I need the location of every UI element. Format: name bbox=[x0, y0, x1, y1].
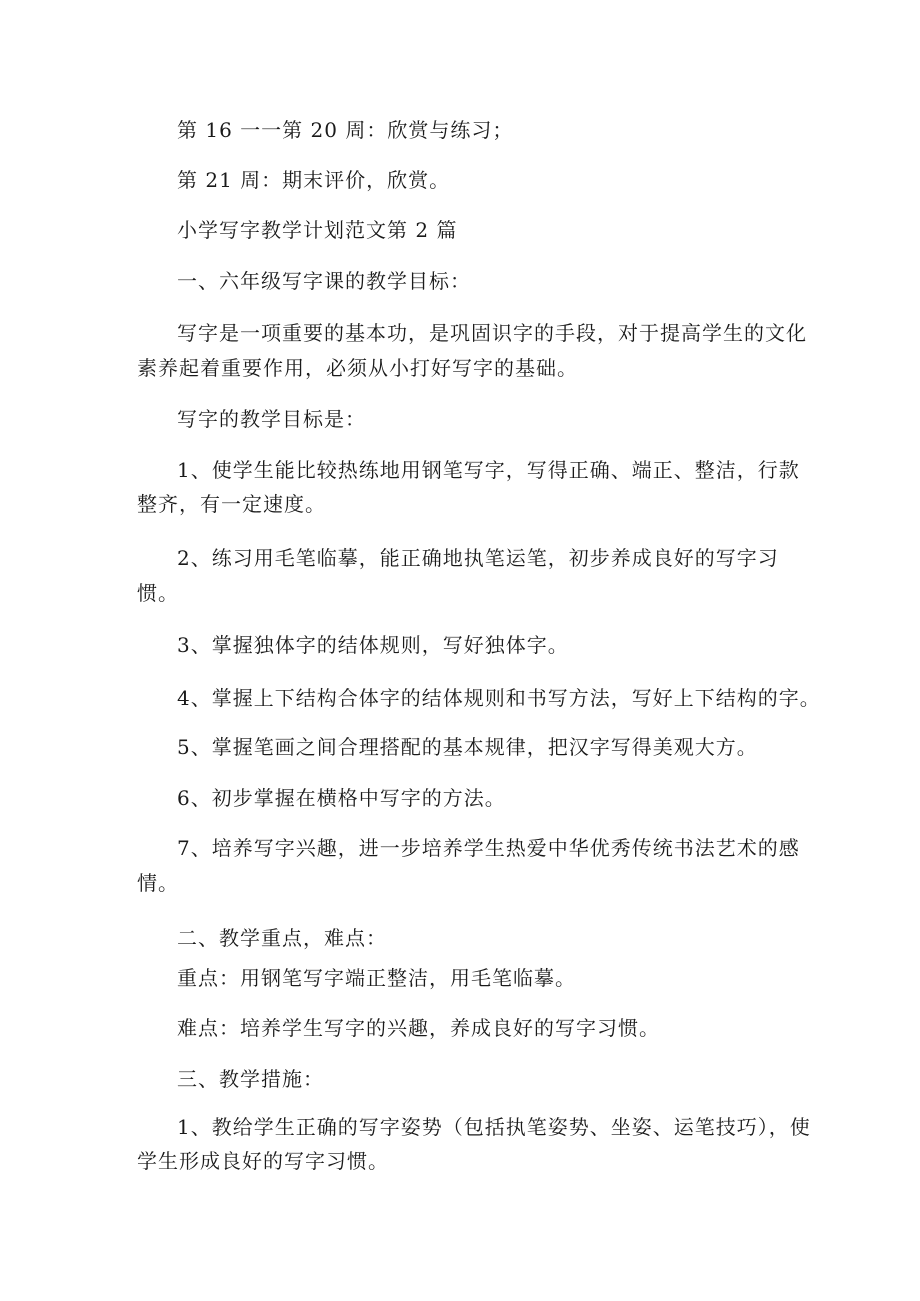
difficulty-line: 难点：培养学生写字的兴趣，养成良好的写字习惯。 bbox=[177, 1016, 660, 1040]
list-item-5: 5、掌握笔画之间合理搭配的基本规律，把汉字写得美观大方。 bbox=[177, 735, 758, 759]
heading-measures: 三、教学措施： bbox=[177, 1067, 324, 1091]
paragraph-line: 素养起着重要作用，必须从小打好写字的基础。 bbox=[137, 356, 578, 380]
list-item-4: 4、掌握上下结构合体字的结体规则和书写方法，写好上下结构的字。 bbox=[177, 686, 821, 710]
section-title: 小学写字教学计划范文第 2 篇 bbox=[177, 218, 458, 242]
list-item-1: 1、使学生能比较热练地用钢笔写字，写得正确、端正、整洁，行款 bbox=[177, 458, 800, 482]
text-line-week-21: 第 21 周：期末评价，欣赏。 bbox=[177, 168, 451, 192]
list-item-6: 6、初步掌握在横格中写字的方法。 bbox=[177, 786, 506, 810]
list-item-7: 7、培养写字兴趣，进一步培养学生热爱中华优秀传统书法艺术的感 bbox=[177, 836, 800, 860]
list-item-2: 2、练习用毛笔临摹，能正确地执笔运笔，初步养成良好的写字习 bbox=[177, 546, 779, 570]
list-item-3: 3、掌握独体字的结体规则，写好独体字。 bbox=[177, 633, 569, 657]
list-item-2-cont: 惯。 bbox=[137, 581, 179, 605]
list-item-1-cont: 整齐，有一定速度。 bbox=[137, 492, 326, 516]
measure-item-1-cont: 学生形成良好的写字习惯。 bbox=[137, 1149, 389, 1173]
measure-item-1: 1、教给学生正确的写字姿势（包括执笔姿势、坐姿、运笔技巧），使 bbox=[177, 1115, 811, 1139]
list-item-7-cont: 情。 bbox=[137, 871, 179, 895]
paragraph-line: 写字是一项重要的基本功，是巩固识字的手段，对于提高学生的文化 bbox=[177, 321, 807, 345]
paragraph-line: 写字的教学目标是： bbox=[177, 407, 366, 431]
heading-key-points: 二、教学重点，难点： bbox=[177, 926, 387, 950]
text-line-weeks-16-20: 第 16 一一第 20 周：欣赏与练习； bbox=[177, 118, 514, 142]
key-point-line: 重点：用钢笔写字端正整洁，用毛笔临摹。 bbox=[177, 966, 576, 990]
heading-teaching-goals: 一、六年级写字课的教学目标： bbox=[177, 269, 471, 293]
